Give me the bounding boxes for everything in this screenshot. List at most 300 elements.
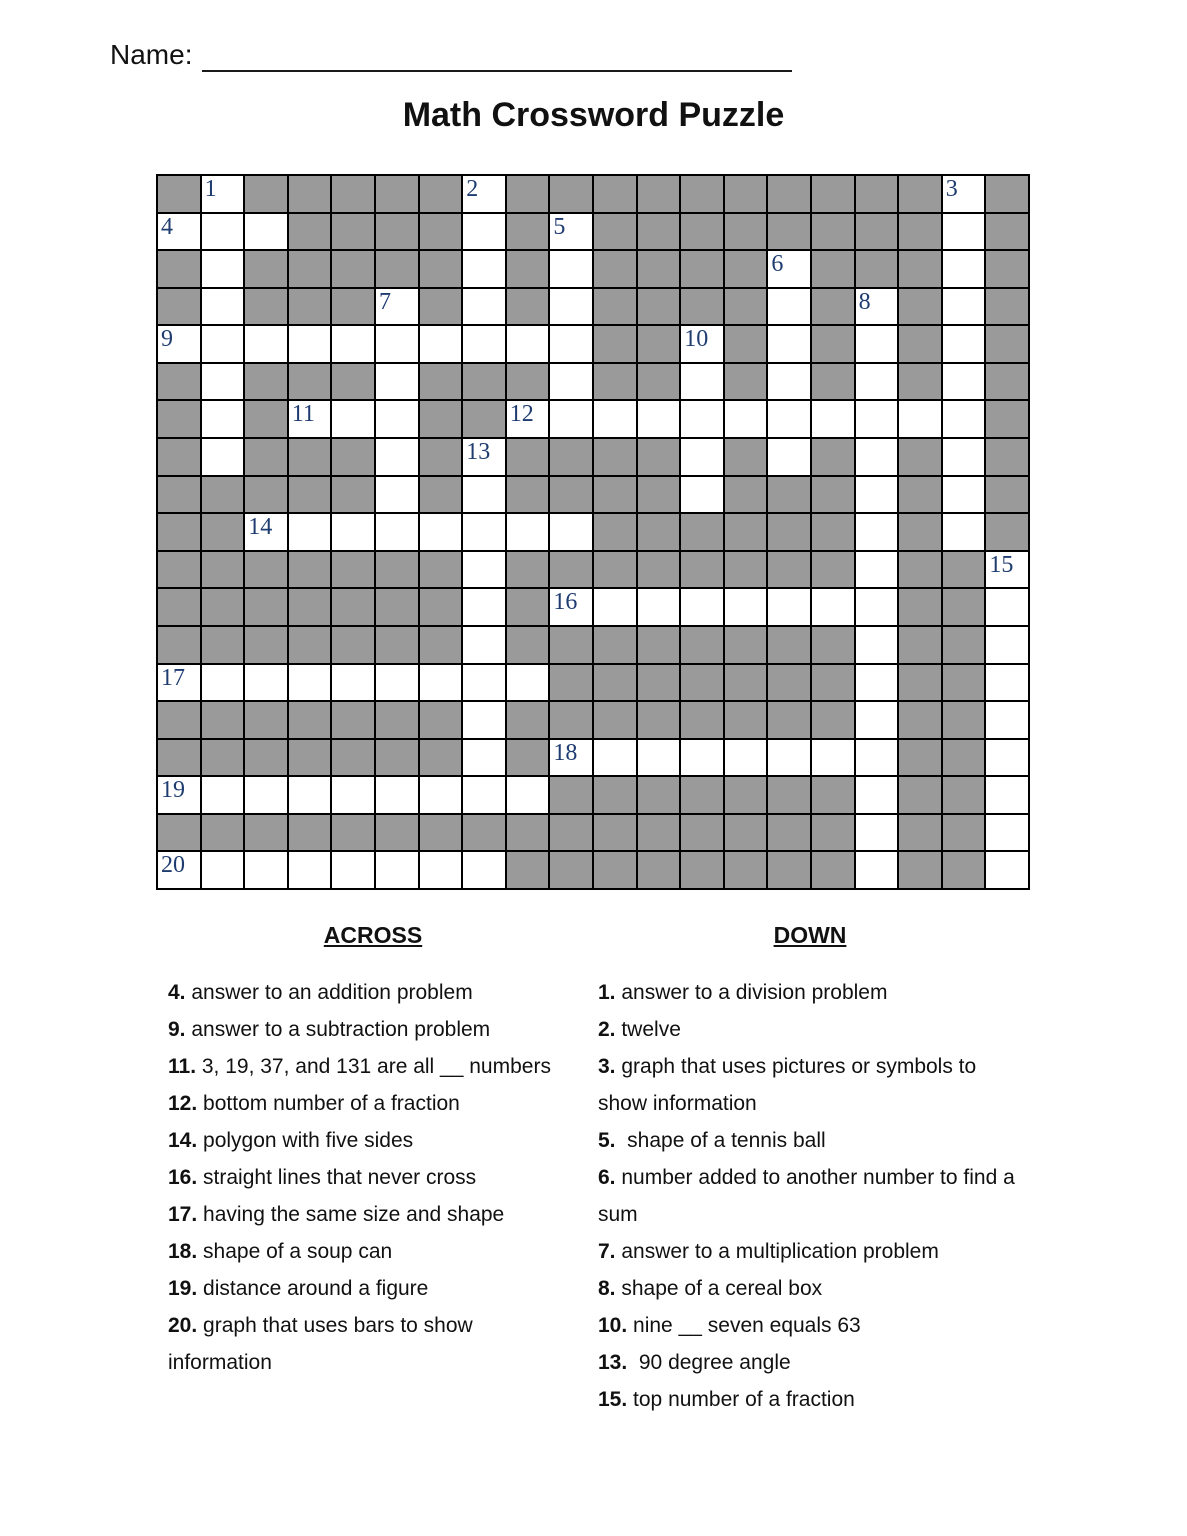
clue-across-17 xyxy=(168,1196,578,1233)
grid-cell-gray xyxy=(943,552,985,588)
grid-cell-white[interactable] xyxy=(332,777,374,813)
grid-cell-white[interactable] xyxy=(420,326,462,362)
grid-cell-white[interactable] xyxy=(768,401,810,437)
grid-cell-white[interactable] xyxy=(550,401,592,437)
grid-cell-gray xyxy=(158,552,200,588)
grid-cell-white[interactable] xyxy=(681,477,723,513)
grid-cell-gray xyxy=(681,702,723,738)
grid-cell-gray xyxy=(899,289,941,325)
grid-cell-white[interactable] xyxy=(158,665,200,701)
grid-cell-white[interactable] xyxy=(812,740,854,776)
grid-cell-white[interactable] xyxy=(856,514,898,550)
grid-cell-white[interactable] xyxy=(463,439,505,475)
grid-cell-white[interactable] xyxy=(507,514,549,550)
grid-cell-white[interactable] xyxy=(463,514,505,550)
grid-cell-white[interactable] xyxy=(856,289,898,325)
grid-cell-white[interactable] xyxy=(986,552,1028,588)
grid-cell-gray xyxy=(245,401,287,437)
grid-cell-white[interactable] xyxy=(202,777,244,813)
grid-cell-white[interactable] xyxy=(463,702,505,738)
grid-cell-white[interactable] xyxy=(507,777,549,813)
grid-cell-white[interactable] xyxy=(202,401,244,437)
grid-cell-gray xyxy=(986,289,1028,325)
grid-cell-white[interactable] xyxy=(725,589,767,625)
grid-cell-gray xyxy=(986,326,1028,362)
grid-cell-white[interactable] xyxy=(812,401,854,437)
grid-cell-gray xyxy=(812,251,854,287)
grid-cell-gray xyxy=(856,176,898,212)
name-blank-line[interactable] xyxy=(202,38,792,72)
grid-cell-gray xyxy=(725,477,767,513)
grid-cell-gray xyxy=(638,251,680,287)
grid-cell-gray xyxy=(899,552,941,588)
grid-cell-white[interactable] xyxy=(768,589,810,625)
grid-cell-white[interactable] xyxy=(768,251,810,287)
grid-cell-gray xyxy=(638,176,680,212)
grid-cell-white[interactable] xyxy=(376,326,418,362)
grid-cell-white[interactable] xyxy=(376,777,418,813)
clue-number: 9. xyxy=(168,1018,186,1041)
grid-cell-gray xyxy=(420,214,462,250)
grid-cell-gray xyxy=(681,815,723,851)
grid-cell-white[interactable] xyxy=(856,627,898,663)
cell-number: 14 xyxy=(248,514,273,541)
grid-cell-white[interactable] xyxy=(289,326,331,362)
clue-down-5 xyxy=(598,1122,1022,1159)
grid-cell-white[interactable] xyxy=(681,439,723,475)
cell-number: 13 xyxy=(466,439,491,466)
grid-cell-white[interactable] xyxy=(463,552,505,588)
grid-cell-white[interactable] xyxy=(550,740,592,776)
clue-across-11 xyxy=(168,1048,578,1085)
grid-cell-white[interactable] xyxy=(986,665,1028,701)
grid-cell-white[interactable] xyxy=(943,176,985,212)
grid-cell-gray xyxy=(289,552,331,588)
grid-cell-white[interactable] xyxy=(550,214,592,250)
grid-cell-white[interactable] xyxy=(856,852,898,888)
grid-cell-white[interactable] xyxy=(725,740,767,776)
grid-cell-white[interactable] xyxy=(202,364,244,400)
grid-cell-white[interactable] xyxy=(681,589,723,625)
grid-cell-white[interactable] xyxy=(856,777,898,813)
cell-number: 5 xyxy=(553,213,566,240)
grid-cell-gray xyxy=(812,289,854,325)
grid-cell-white[interactable] xyxy=(245,326,287,362)
grid-cell-white[interactable] xyxy=(202,326,244,362)
grid-cell-gray xyxy=(245,552,287,588)
grid-cell-gray xyxy=(158,364,200,400)
grid-cell-white[interactable] xyxy=(768,326,810,362)
grid-cell-gray xyxy=(725,702,767,738)
clue-line: information xyxy=(168,1351,272,1374)
grid-cell-white[interactable] xyxy=(376,665,418,701)
grid-cell-white[interactable] xyxy=(420,777,462,813)
grid-cell-gray xyxy=(376,702,418,738)
grid-cell-white[interactable] xyxy=(768,439,810,475)
grid-cell-gray xyxy=(463,364,505,400)
grid-cell-white[interactable] xyxy=(986,702,1028,738)
clue-line: 14. polygon with five sides xyxy=(168,1129,414,1152)
grid-cell-white[interactable] xyxy=(725,401,767,437)
grid-cell-white[interactable] xyxy=(943,251,985,287)
grid-cell-white[interactable] xyxy=(289,665,331,701)
grid-cell-gray xyxy=(638,815,680,851)
cell-number: 11 xyxy=(291,401,315,428)
grid-cell-gray xyxy=(158,815,200,851)
grid-cell-gray xyxy=(681,665,723,701)
grid-cell-white[interactable] xyxy=(463,852,505,888)
grid-cell-white[interactable] xyxy=(856,326,898,362)
clue-line: 10. nine __ seven equals 63 xyxy=(598,1314,861,1337)
grid-cell-gray xyxy=(812,852,854,888)
grid-cell-gray xyxy=(245,589,287,625)
grid-cell-white[interactable] xyxy=(943,514,985,550)
grid-cell-gray xyxy=(681,289,723,325)
cell-number: 7 xyxy=(378,288,391,315)
grid-cell-gray xyxy=(812,815,854,851)
grid-cell-white[interactable] xyxy=(507,665,549,701)
clue-number: 7. xyxy=(598,1240,616,1263)
grid-cell-white[interactable] xyxy=(376,439,418,475)
grid-cell-gray xyxy=(202,815,244,851)
cell-number: 8 xyxy=(858,288,871,315)
across-clues-section xyxy=(168,920,578,1381)
grid-cell-gray xyxy=(986,251,1028,287)
grid-cell-gray xyxy=(638,552,680,588)
grid-cell-gray xyxy=(289,702,331,738)
grid-cell-white[interactable] xyxy=(463,214,505,250)
grid-cell-gray xyxy=(289,477,331,513)
grid-cell-gray xyxy=(158,401,200,437)
grid-cell-white[interactable] xyxy=(943,439,985,475)
grid-cell-white[interactable] xyxy=(332,326,374,362)
grid-cell-white[interactable] xyxy=(420,514,462,550)
grid-cell-gray xyxy=(202,589,244,625)
clue-number: 3. xyxy=(598,1055,616,1078)
grid-cell-white[interactable] xyxy=(332,514,374,550)
grid-cell-white[interactable] xyxy=(812,589,854,625)
grid-cell-white[interactable] xyxy=(550,589,592,625)
grid-cell-white[interactable] xyxy=(463,589,505,625)
grid-cell-gray xyxy=(812,364,854,400)
grid-cell-gray xyxy=(332,589,374,625)
grid-cell-gray xyxy=(725,665,767,701)
grid-cell-white[interactable] xyxy=(986,589,1028,625)
grid-cell-white[interactable] xyxy=(463,627,505,663)
grid-cell-white[interactable] xyxy=(943,326,985,362)
grid-cell-gray xyxy=(681,777,723,813)
grid-cell-white[interactable] xyxy=(158,214,200,250)
grid-cell-gray xyxy=(463,401,505,437)
grid-cell-gray xyxy=(681,214,723,250)
clue-line: 1. answer to a division problem xyxy=(598,981,888,1004)
grid-cell-white[interactable] xyxy=(202,251,244,287)
grid-cell-white[interactable] xyxy=(158,777,200,813)
crossword-grid xyxy=(156,174,1030,890)
grid-cell-white[interactable] xyxy=(856,401,898,437)
grid-cell-gray xyxy=(638,214,680,250)
grid-cell-white[interactable] xyxy=(856,815,898,851)
grid-cell-gray xyxy=(638,439,680,475)
grid-cell-white[interactable] xyxy=(638,401,680,437)
grid-cell-gray xyxy=(681,627,723,663)
grid-cell-white[interactable] xyxy=(856,364,898,400)
clue-line: 3. graph that uses pictures or symbols to xyxy=(598,1055,977,1078)
grid-cell-white[interactable] xyxy=(550,364,592,400)
grid-cell-white[interactable] xyxy=(245,514,287,550)
grid-cell-gray xyxy=(202,627,244,663)
grid-cell-white[interactable] xyxy=(463,740,505,776)
grid-cell-gray xyxy=(899,364,941,400)
grid-cell-gray xyxy=(638,514,680,550)
grid-cell-gray xyxy=(638,777,680,813)
grid-cell-gray xyxy=(507,439,549,475)
grid-cell-white[interactable] xyxy=(943,477,985,513)
grid-cell-gray xyxy=(420,815,462,851)
grid-cell-white[interactable] xyxy=(550,326,592,362)
grid-cell-gray xyxy=(245,289,287,325)
grid-cell-gray xyxy=(768,702,810,738)
clue-down-2 xyxy=(598,1011,1022,1048)
grid-cell-white[interactable] xyxy=(594,401,636,437)
grid-cell-white[interactable] xyxy=(550,251,592,287)
grid-cell-gray xyxy=(725,251,767,287)
grid-cell-gray xyxy=(376,251,418,287)
grid-cell-white[interactable] xyxy=(202,665,244,701)
grid-cell-white[interactable] xyxy=(943,364,985,400)
grid-cell-white[interactable] xyxy=(594,589,636,625)
grid-cell-gray xyxy=(289,815,331,851)
grid-cell-gray xyxy=(158,439,200,475)
grid-cell-white[interactable] xyxy=(158,852,200,888)
grid-cell-white[interactable] xyxy=(507,326,549,362)
grid-cell-gray xyxy=(594,176,636,212)
clue-line: show information xyxy=(598,1092,757,1115)
grid-cell-white[interactable] xyxy=(550,514,592,550)
grid-cell-gray xyxy=(158,289,200,325)
cell-number: 10 xyxy=(684,326,709,353)
grid-cell-gray xyxy=(332,740,374,776)
clue-across-12 xyxy=(168,1085,578,1122)
grid-cell-gray xyxy=(507,627,549,663)
grid-cell-gray xyxy=(768,514,810,550)
grid-cell-white[interactable] xyxy=(376,477,418,513)
grid-cell-gray xyxy=(289,627,331,663)
grid-cell-white[interactable] xyxy=(202,214,244,250)
across-clue-list xyxy=(168,974,578,1381)
grid-cell-white[interactable] xyxy=(507,401,549,437)
grid-cell-white[interactable] xyxy=(245,777,287,813)
grid-cell-white[interactable] xyxy=(463,665,505,701)
grid-cell-white[interactable] xyxy=(856,589,898,625)
grid-cell-gray xyxy=(725,364,767,400)
grid-cell-gray xyxy=(550,702,592,738)
grid-cell-gray xyxy=(332,477,374,513)
grid-cell-gray xyxy=(638,852,680,888)
grid-cell-gray xyxy=(420,401,462,437)
grid-cell-gray xyxy=(507,364,549,400)
grid-cell-white[interactable] xyxy=(856,439,898,475)
grid-cell-gray xyxy=(594,627,636,663)
grid-cell-gray xyxy=(507,477,549,513)
clue-line: 20. graph that uses bars to show xyxy=(168,1314,473,1337)
grid-cell-gray xyxy=(943,740,985,776)
grid-cell-white[interactable] xyxy=(681,364,723,400)
grid-cell-white[interactable] xyxy=(332,665,374,701)
grid-cell-gray xyxy=(158,589,200,625)
clue-line: 12. bottom number of a fraction xyxy=(168,1092,460,1115)
cell-number: 15 xyxy=(989,551,1014,578)
grid-cell-white[interactable] xyxy=(376,514,418,550)
grid-cell-white[interactable] xyxy=(594,740,636,776)
grid-cell-white[interactable] xyxy=(420,852,462,888)
grid-cell-gray xyxy=(899,815,941,851)
grid-cell-white[interactable] xyxy=(638,589,680,625)
grid-cell-white[interactable] xyxy=(158,326,200,362)
grid-cell-white[interactable] xyxy=(376,401,418,437)
clue-down-15 xyxy=(598,1381,1022,1418)
grid-cell-gray xyxy=(638,627,680,663)
grid-cell-white[interactable] xyxy=(681,401,723,437)
grid-cell-gray xyxy=(725,439,767,475)
cell-number: 6 xyxy=(771,251,784,278)
grid-cell-white[interactable] xyxy=(289,852,331,888)
grid-cell-gray xyxy=(594,815,636,851)
grid-cell-white[interactable] xyxy=(202,289,244,325)
grid-cell-white[interactable] xyxy=(768,289,810,325)
grid-cell-white[interactable] xyxy=(768,364,810,400)
grid-cell-white[interactable] xyxy=(638,740,680,776)
grid-cell-gray xyxy=(943,815,985,851)
grid-cell-gray xyxy=(332,815,374,851)
grid-cell-gray xyxy=(245,364,287,400)
grid-cell-white[interactable] xyxy=(245,852,287,888)
clue-across-14 xyxy=(168,1122,578,1159)
grid-cell-white[interactable] xyxy=(463,477,505,513)
grid-cell-white[interactable] xyxy=(332,852,374,888)
grid-cell-white[interactable] xyxy=(202,176,244,212)
clue-across-19 xyxy=(168,1270,578,1307)
down-clues-section xyxy=(598,920,1022,1418)
grid-cell-white[interactable] xyxy=(986,852,1028,888)
grid-cell-gray xyxy=(812,777,854,813)
grid-cell-white[interactable] xyxy=(463,777,505,813)
grid-cell-gray xyxy=(332,439,374,475)
grid-cell-white[interactable] xyxy=(289,777,331,813)
grid-cell-white[interactable] xyxy=(986,815,1028,851)
clue-line: 9. answer to a subtraction problem xyxy=(168,1018,491,1041)
grid-cell-gray xyxy=(899,514,941,550)
grid-cell-white[interactable] xyxy=(986,740,1028,776)
grid-cell-white[interactable] xyxy=(202,439,244,475)
grid-cell-gray xyxy=(681,251,723,287)
clue-number: 2. xyxy=(598,1018,616,1041)
grid-cell-white[interactable] xyxy=(856,477,898,513)
grid-cell-white[interactable] xyxy=(202,852,244,888)
grid-cell-white[interactable] xyxy=(376,852,418,888)
grid-cell-white[interactable] xyxy=(420,665,462,701)
grid-cell-gray xyxy=(594,702,636,738)
grid-cell-white[interactable] xyxy=(376,289,418,325)
grid-cell-gray xyxy=(812,214,854,250)
grid-cell-white[interactable] xyxy=(245,214,287,250)
grid-cell-gray xyxy=(638,289,680,325)
grid-cell-gray xyxy=(725,326,767,362)
grid-cell-gray xyxy=(420,627,462,663)
grid-cell-gray xyxy=(245,176,287,212)
cell-number: 2 xyxy=(466,176,479,202)
grid-cell-gray xyxy=(289,251,331,287)
grid-cell-gray xyxy=(245,815,287,851)
grid-cell-white[interactable] xyxy=(856,665,898,701)
grid-cell-gray xyxy=(594,439,636,475)
down-clue-list xyxy=(598,974,1022,1418)
grid-cell-white[interactable] xyxy=(463,176,505,212)
grid-cell-gray xyxy=(681,176,723,212)
cell-number: 17 xyxy=(161,664,185,691)
grid-cell-gray xyxy=(594,251,636,287)
grid-cell-gray xyxy=(289,214,331,250)
grid-cell-white[interactable] xyxy=(986,777,1028,813)
grid-cell-white[interactable] xyxy=(289,514,331,550)
grid-cell-white[interactable] xyxy=(463,289,505,325)
grid-cell-gray xyxy=(289,589,331,625)
grid-cell-gray xyxy=(986,364,1028,400)
grid-cell-gray xyxy=(420,439,462,475)
grid-cell-white[interactable] xyxy=(943,289,985,325)
cell-number: 12 xyxy=(509,401,534,428)
grid-cell-gray xyxy=(812,627,854,663)
grid-cell-gray xyxy=(420,251,462,287)
grid-cell-gray xyxy=(158,702,200,738)
grid-cell-white[interactable] xyxy=(943,214,985,250)
grid-cell-gray xyxy=(202,702,244,738)
grid-cell-white[interactable] xyxy=(943,401,985,437)
grid-cell-white[interactable] xyxy=(289,401,331,437)
grid-cell-gray xyxy=(768,214,810,250)
grid-cell-white[interactable] xyxy=(986,627,1028,663)
grid-cell-white[interactable] xyxy=(550,289,592,325)
grid-cell-gray xyxy=(594,477,636,513)
grid-cell-gray xyxy=(899,777,941,813)
grid-cell-gray xyxy=(899,439,941,475)
grid-cell-white[interactable] xyxy=(681,740,723,776)
grid-cell-gray xyxy=(899,740,941,776)
grid-cell-gray xyxy=(943,702,985,738)
cell-number: 18 xyxy=(553,739,578,766)
grid-cell-gray xyxy=(289,740,331,776)
grid-cell-white[interactable] xyxy=(856,702,898,738)
grid-cell-white[interactable] xyxy=(768,740,810,776)
clue-line: 15. top number of a fraction xyxy=(598,1388,855,1411)
grid-cell-white[interactable] xyxy=(376,364,418,400)
grid-cell-white[interactable] xyxy=(463,326,505,362)
grid-cell-gray xyxy=(812,514,854,550)
grid-cell-gray xyxy=(332,627,374,663)
grid-cell-white[interactable] xyxy=(899,401,941,437)
grid-cell-gray xyxy=(594,665,636,701)
grid-cell-white[interactable] xyxy=(463,251,505,287)
grid-cell-gray xyxy=(202,514,244,550)
grid-cell-white[interactable] xyxy=(856,552,898,588)
grid-cell-white[interactable] xyxy=(332,401,374,437)
grid-cell-gray xyxy=(812,702,854,738)
grid-cell-white[interactable] xyxy=(245,665,287,701)
grid-cell-white[interactable] xyxy=(681,326,723,362)
grid-cell-white[interactable] xyxy=(856,740,898,776)
grid-cell-gray xyxy=(158,477,200,513)
grid-cell-gray xyxy=(638,364,680,400)
